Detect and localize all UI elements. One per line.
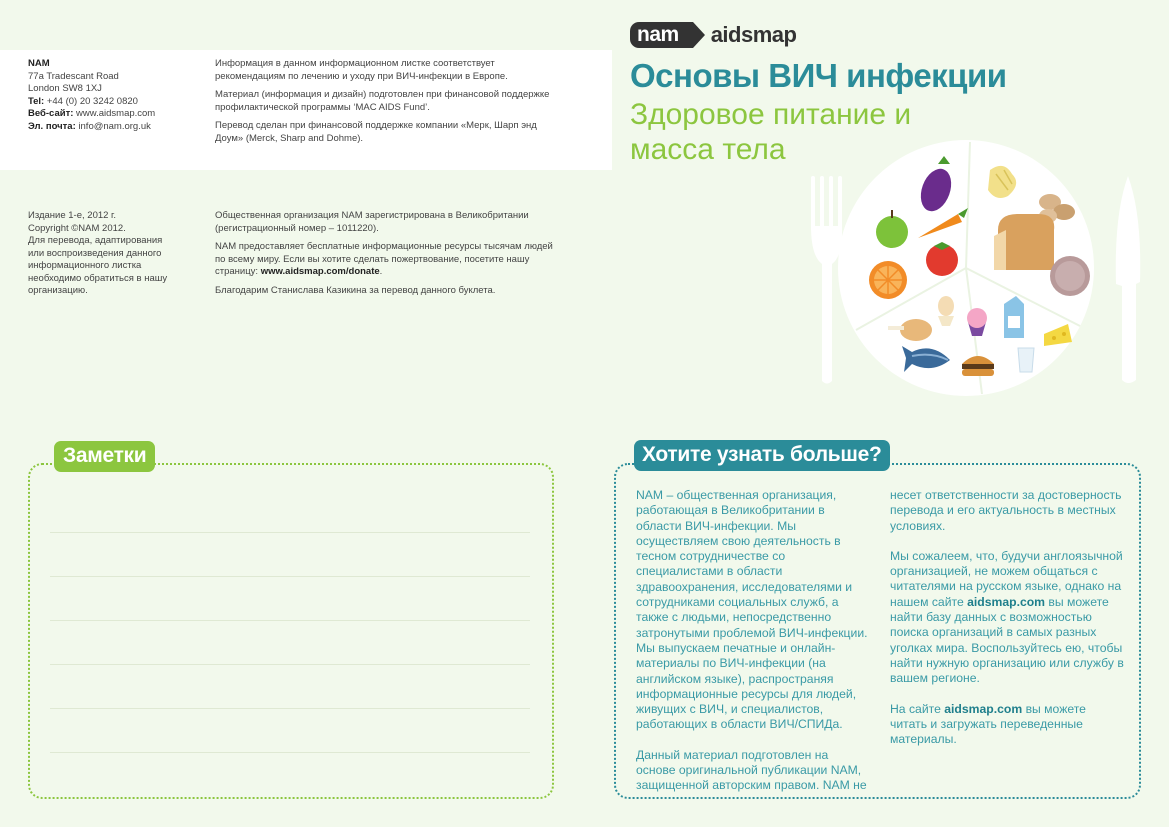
note-line xyxy=(50,664,530,665)
info-bottom xyxy=(215,210,565,303)
note-line xyxy=(50,752,530,753)
notes-box[interactable] xyxy=(28,463,554,799)
database-text: Мы сожалеем, что, будучи англоязычной организацией, не можем общаться с читателями на русском языке, однако на нашем сайте aidsmap.com вы можете найти базу данных с возможностью поиска организаций в самых разных уголках мира. Воспользуйтесь ею, чтобы найти нужную организацию или службу в вашем регионе. xyxy=(890,548,1124,686)
more-info-label: Хотите узнать больше? xyxy=(634,440,890,471)
email-row: Эл. почта: info@nam.org.uk xyxy=(28,120,151,132)
address-line-1: 77a Tradescant Road xyxy=(28,70,119,82)
address-line-2: London SW8 1XJ xyxy=(28,83,102,94)
note-line xyxy=(50,708,530,709)
orange-slice-icon xyxy=(869,261,907,299)
about-nam-text: NAM – общественная организация, работающая в Великобритании в области ВИЧ-инфекции. Мы осуществляем свою деятельность в тесном сотрудничестве со специалистами в области здравоохранения, исследователями и сотрудниками социальных служб, а также с людьми, непосредственно затронутыми проблемой ВИЧ-инфекции. Мы выпускаем печатные и онлайн-материалы по ВИЧ-инфекции (на английском языке), распространяя информационные ресурсы для людей, живущих с ВИЧ, и специалистов, работающих в области ВИЧ/СПИДа. xyxy=(636,488,868,732)
email-link[interactable]: info@nam.org.uk xyxy=(78,120,151,132)
info-top-p1: Информация в данном информационном листке соответствует рекомендациям по лечению и уходу при ВИЧ-инфекции в Европе. xyxy=(215,58,508,82)
info-top-p2: Материал (информация и дизайн) подготовлен при финансовой поддержке профилактической программы ‘MAC AIDS Fund’. xyxy=(215,89,550,113)
note-line xyxy=(50,532,530,533)
bread-icon xyxy=(994,214,1054,270)
phone-row: Tel: +44 (0) 20 3242 0820 xyxy=(28,95,138,107)
logo-nam: nam xyxy=(630,22,693,48)
milk-carton-icon xyxy=(1004,296,1024,338)
thanks-note: Благодарим Станислава Казикина за перевод данного буклета. xyxy=(215,284,496,296)
rice-icon xyxy=(1050,256,1090,296)
edition-block xyxy=(28,210,178,298)
milk-glass-icon xyxy=(1018,348,1034,372)
note-line xyxy=(50,620,530,621)
donate-note: NAM предоставляет бесплатные информационные ресурсы тысячам людей по всему миру. Если вы хотите сделать пожертвование, посетите нашу страницу: www.aidsmap.com/donate. xyxy=(215,241,553,277)
page-subtitle: Здоровое питание и масса тела xyxy=(630,98,912,166)
more-info-column-1 xyxy=(636,488,868,809)
more-info-column-2 xyxy=(890,488,1126,762)
food-plate xyxy=(836,138,1096,398)
website-row: Веб-сайт: www.aidsmap.com xyxy=(28,108,156,119)
nam-aidsmap-logo xyxy=(630,22,796,48)
page-title: Основы ВИЧ инфекции xyxy=(630,57,1007,94)
copyright-line: Copyright ©NAM 2012. xyxy=(28,222,126,234)
download-text: На сайте aidsmap.com вы можете читать и загружать переведенные материалы. xyxy=(890,701,1086,747)
notes-label: Заметки xyxy=(54,441,155,472)
donate-link[interactable]: www.aidsmap.com/donate xyxy=(260,266,380,277)
phone: +44 (0) 20 3242 0820 xyxy=(46,95,138,107)
note-line xyxy=(50,576,530,577)
egg-icon xyxy=(938,296,954,326)
info-top xyxy=(215,58,565,151)
aidsmap-link[interactable]: aidsmap.com xyxy=(944,701,1023,716)
responsibility-text: несет ответственности за достоверность перевода и его актуальность в местных условиях. xyxy=(890,488,1122,533)
logo-aidsmap: aidsmap xyxy=(710,22,797,47)
website-link[interactable]: www.aidsmap.com xyxy=(76,108,156,119)
copyright-text: Данный материал подготовлен на основе оригинальной публикации NAM, защищенной авторским правом. NAM не xyxy=(636,747,867,793)
contact-block xyxy=(28,58,198,133)
knife-icon xyxy=(1112,174,1148,386)
org-name: NAM xyxy=(28,58,50,69)
reproduction-note: Для перевода, адаптирования или воспроизведения данного информационного листка необходимо обратиться в нашу организацию. xyxy=(28,235,168,296)
info-top-p3: Перевод сделан при финансовой поддержке компании «Мерк, Шарп энд Доум» (Merck, Sharp and Dohme). xyxy=(215,120,537,144)
registration-note: Общественная организация NAM зарегистрирована в Великобритании (регистрационный номер – 1011220). xyxy=(215,210,529,234)
edition-line: Издание 1-е, 2012 г. xyxy=(28,210,117,221)
aidsmap-link[interactable]: aidsmap.com xyxy=(967,594,1046,609)
